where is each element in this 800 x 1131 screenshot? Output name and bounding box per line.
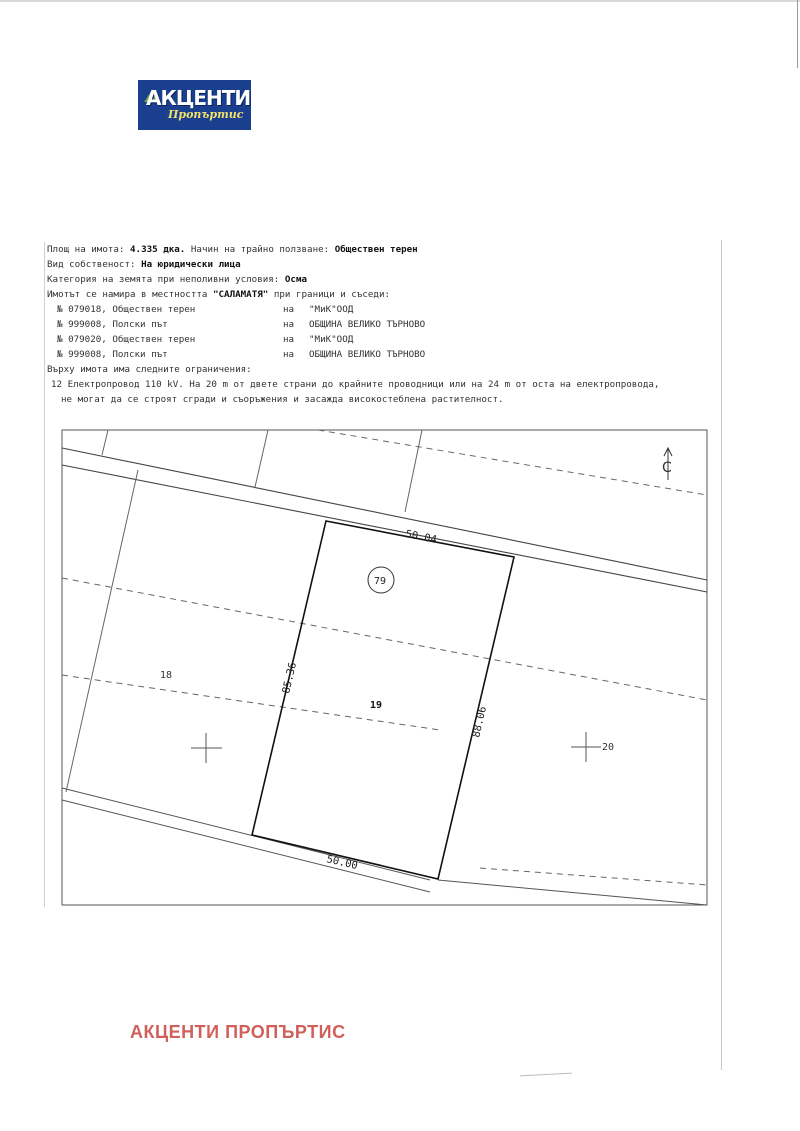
top-side-length: 50.04 xyxy=(404,528,438,546)
bottom-side-length: 50.00 xyxy=(325,853,359,873)
subject-parcel-outline xyxy=(252,521,514,879)
restriction-line: 12 Електропровод 110 kV. На 20 m от двете страни до крайните проводници или на 24 m от оста на електропровода, xyxy=(51,379,660,390)
powerline-buffer xyxy=(480,868,707,885)
subject-parcel-id: 19 xyxy=(370,700,383,711)
right-side-length: 88.06 xyxy=(470,705,490,739)
boundary-line xyxy=(255,430,268,487)
logo-sub-text: Пропъртис xyxy=(168,108,244,121)
neighbour-owner: ОБЩИНА ВЕЛИКО ТЪРНОВО xyxy=(309,319,426,330)
use-value: Обществен терен xyxy=(334,244,418,255)
neighbour-owner: ОБЩИНА ВЕЛИКО ТЪРНОВО xyxy=(309,349,426,360)
road-edge xyxy=(62,448,707,580)
road-edge xyxy=(62,465,707,592)
neighbour-na: на xyxy=(283,349,295,360)
cross-marker xyxy=(571,732,601,762)
watermark-text: АКЦЕНТИ ПРОПЪРТИС xyxy=(130,1022,346,1042)
boundary-line xyxy=(66,470,138,792)
boundary-line xyxy=(102,430,108,455)
right-parcel-id: 20 xyxy=(602,742,615,753)
north-symbol: С xyxy=(662,460,672,476)
area-label: Площ на имота: xyxy=(47,244,125,255)
plan-frame xyxy=(62,430,707,905)
neighbour-owner: "МиК"ООД xyxy=(309,304,354,315)
area-value: 4.335 дка. xyxy=(130,244,186,255)
logo-main-text: АКЦЕНТИ xyxy=(146,86,251,110)
neighbour-na: на xyxy=(283,304,295,315)
location-suffix: при граници и съседи: xyxy=(273,289,391,300)
powerline-buffer xyxy=(62,578,707,700)
left-side-length: 85.36 xyxy=(280,661,300,695)
ownership-value: На юридически лица xyxy=(141,259,241,270)
powerline-buffer xyxy=(62,675,440,730)
neighbour-na: на xyxy=(283,334,295,345)
location-name: "САЛАМАТЯ" xyxy=(212,289,269,300)
road-edge xyxy=(62,788,430,880)
neighbour-na: на xyxy=(283,319,295,330)
category-label: Категория на земята при неполивни условия: xyxy=(47,274,280,285)
neighbour-id-type: № 079020, Обществен терен xyxy=(57,334,196,345)
restrictions-heading: Върху имота има следните ограничения: xyxy=(47,364,252,375)
powerline-buffer xyxy=(318,430,707,495)
cross-marker xyxy=(191,733,222,763)
neighbour-owner: "МиК"ООД xyxy=(309,334,354,345)
category-value: Осма xyxy=(284,274,308,285)
restriction-line: не могат да се строят сгради и съоръжения и засажда високостеблена растителност. xyxy=(61,394,504,405)
parcel-circle-number: 79 xyxy=(374,576,387,587)
road-edge xyxy=(438,880,707,905)
neighbour-id-type: № 999008, Полски път xyxy=(57,319,168,330)
ownership-label: Вид собственост: xyxy=(47,259,136,270)
neighbour-id-type: № 079018, Обществен терен xyxy=(57,304,196,315)
left-parcel-id: 18 xyxy=(160,670,173,681)
boundary-line xyxy=(405,430,422,512)
location-prefix: Имотът се намира в местността xyxy=(47,289,208,300)
neighbour-id-type: № 999008, Полски път xyxy=(57,349,168,360)
use-label: Начин на трайно ползване: xyxy=(190,244,330,255)
road-edge xyxy=(62,800,430,892)
